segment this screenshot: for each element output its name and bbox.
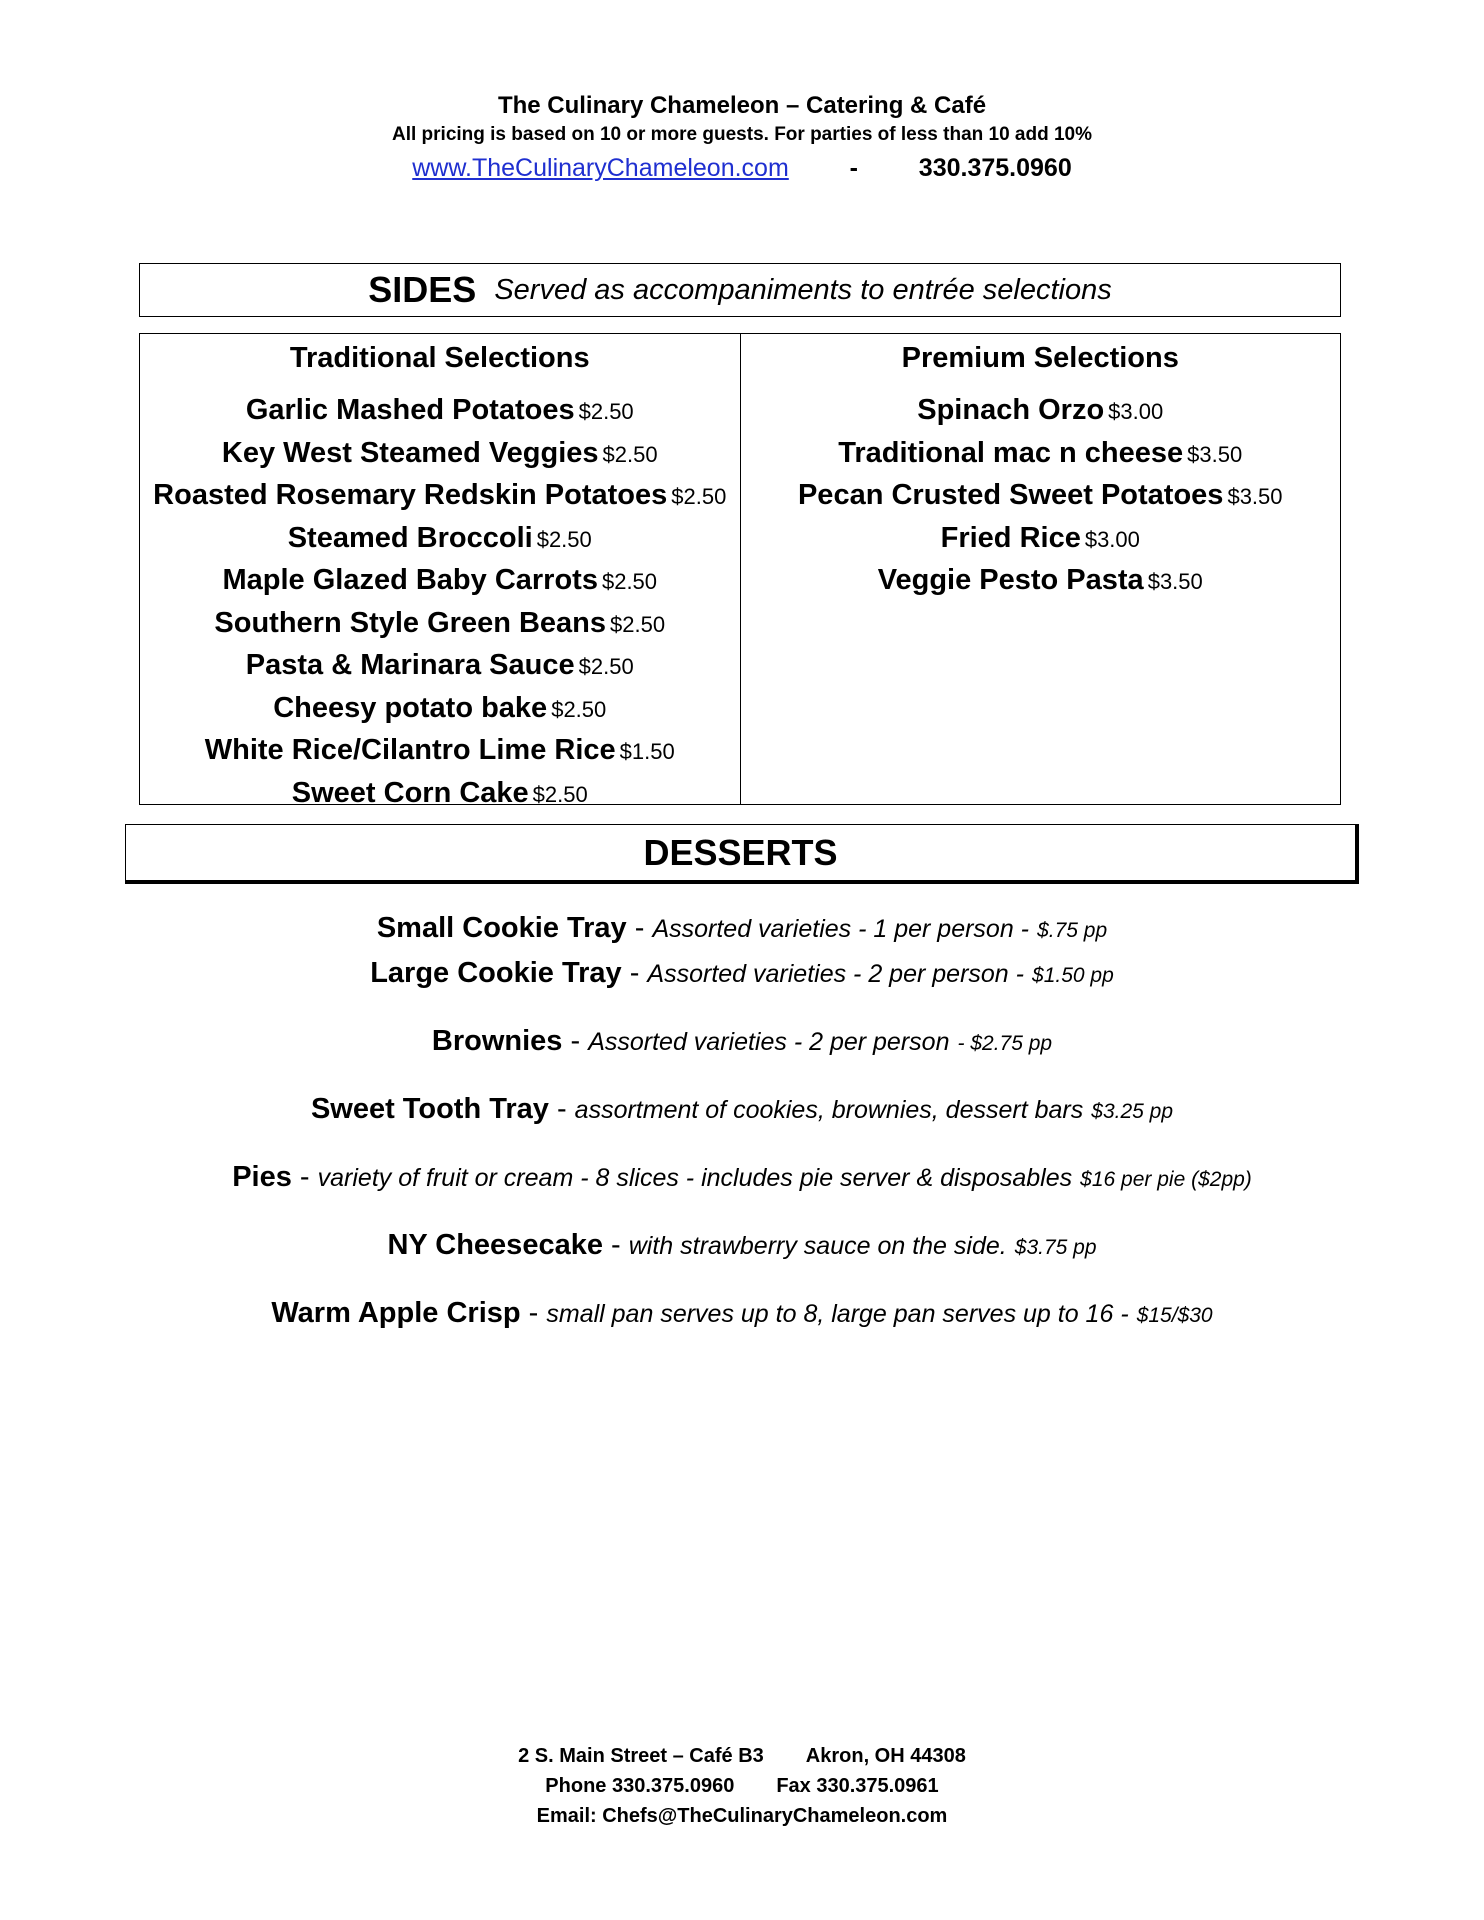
dessert-item: Warm Apple Crisp - small pan serves up to 8, large pan serves up to 16 - $15/$30 <box>271 1297 1213 1329</box>
traditional-column <box>140 334 741 809</box>
dessert-name: Small Cookie Tray <box>376 912 627 944</box>
side-item <box>741 433 1341 476</box>
side-price: $3.50 <box>1227 484 1283 509</box>
business-title: The Culinary Chameleon – Catering & Café <box>497 92 987 119</box>
dessert-price: $15/$30 <box>1136 1304 1213 1327</box>
dessert-name: Sweet Tooth Tray <box>310 1093 549 1125</box>
footer-fax: Fax 330.375.0961 <box>776 1775 939 1797</box>
dessert-desc: variety of fruit or cream - 8 slices - includes pie server & disposables <box>317 1164 1073 1192</box>
dessert-price: $1.50 pp <box>1032 964 1114 987</box>
sides-subtitle: Served as accompaniments to entrée selections <box>494 274 1112 306</box>
dessert-name: Large Cookie Tray <box>370 957 622 989</box>
side-name: Garlic Mashed Potatoes <box>245 394 575 426</box>
side-item <box>741 390 1341 433</box>
footer-phone-line <box>0 1771 1484 1801</box>
side-price: $2.50 <box>578 399 634 424</box>
side-name: Pasta & Marinara Sauce <box>245 649 575 681</box>
dessert-price: $.75 pp <box>1037 919 1108 942</box>
dessert-item: Small Cookie Tray - Assorted varieties - 1 per person - $.75 pp <box>376 912 1108 944</box>
contact-separator: - <box>849 154 858 182</box>
side-item <box>140 390 740 433</box>
header-phone: 330.375.0960 <box>918 154 1072 182</box>
dessert-name: Pies <box>232 1161 292 1193</box>
side-item <box>140 475 740 518</box>
footer-address: 2 S. Main Street – Café B3 <box>518 1745 764 1767</box>
dessert-price: $16 per pie ($2pp) <box>1080 1168 1252 1191</box>
side-price: $2.50 <box>578 654 634 679</box>
side-name: Traditional mac n cheese <box>838 436 1184 469</box>
premium-heading: Premium Selections <box>901 342 1179 374</box>
sides-banner <box>139 263 1341 317</box>
side-name: Sweet Corn Cake <box>291 776 529 809</box>
side-name: Roasted Rosemary Redskin Potatoes <box>153 479 668 511</box>
page-footer <box>0 1741 1484 1831</box>
footer-address-line <box>0 1741 1484 1771</box>
dessert-desc: Assorted varieties - 2 per person - <box>647 960 1024 988</box>
side-price: $1.50 <box>619 739 675 764</box>
sides-table <box>139 333 1341 809</box>
side-price: $3.00 <box>1084 526 1140 552</box>
desserts-list <box>0 907 1484 1337</box>
side-price: $2.50 <box>551 696 607 722</box>
side-item <box>741 518 1341 561</box>
sides-title: SIDES <box>368 269 477 310</box>
dessert-desc: Assorted varieties - 1 per person - <box>652 915 1030 943</box>
dessert-price: $3.25 pp <box>1091 1100 1174 1123</box>
side-price: $2.50 <box>610 611 666 637</box>
side-name: White Rice/Cilantro Lime Rice <box>204 734 616 766</box>
side-price: $2.50 <box>532 781 588 807</box>
desserts-banner: DESSERTS <box>125 824 1359 884</box>
page-header <box>0 90 1484 186</box>
side-price: $3.50 <box>1187 441 1243 467</box>
side-item <box>140 560 740 603</box>
side-item <box>140 433 740 476</box>
dessert-desc: small pan serves up to 8, large pan serves up to 16 - <box>546 1300 1129 1328</box>
dessert-name: Brownies <box>431 1025 563 1057</box>
side-item <box>140 773 740 816</box>
side-price: $2.50 <box>536 526 592 552</box>
side-item <box>140 518 740 561</box>
footer-email[interactable]: Email: Chefs@TheCulinaryChameleon.com <box>536 1805 948 1827</box>
side-name: Spinach Orzo <box>917 394 1105 426</box>
dessert-item: NY Cheesecake - with strawberry sauce on the side. $3.75 pp <box>387 1229 1097 1261</box>
dessert-price: - $2.75 pp <box>957 1032 1053 1055</box>
dessert-item: Sweet Tooth Tray - assortment of cookies, brownies, dessert bars $3.25 pp <box>310 1093 1174 1125</box>
dessert-item: Pies - variety of fruit or cream - 8 slices - includes pie server & disposables $16 per pie ($2pp) <box>232 1161 1252 1193</box>
side-price: $2.50 <box>671 484 727 509</box>
side-name: Veggie Pesto Pasta <box>877 564 1144 596</box>
side-item <box>140 688 740 731</box>
pricing-note: All pricing is based on 10 or more guests. For parties of less than 10 add 10% <box>391 124 1093 145</box>
side-name: Pecan Crusted Sweet Potatoes <box>797 479 1224 511</box>
dessert-item: Brownies - Assorted varieties - 2 per person - $2.75 pp <box>431 1025 1053 1057</box>
website-link[interactable]: www.TheCulinaryChameleon.com <box>412 154 789 182</box>
footer-city: Akron, OH 44308 <box>805 1745 966 1767</box>
dessert-desc: assortment of cookies, brownies, dessert bars <box>574 1096 1084 1124</box>
dessert-desc: with strawberry sauce on the side. <box>628 1232 1007 1260</box>
traditional-heading: Traditional Selections <box>289 342 590 374</box>
dessert-price: $3.75 pp <box>1014 1236 1097 1259</box>
dessert-item: Large Cookie Tray - Assorted varieties - 2 per person - $1.50 pp <box>370 957 1114 989</box>
side-item <box>741 560 1341 603</box>
dessert-name: Warm Apple Crisp <box>271 1297 521 1329</box>
dessert-name: NY Cheesecake <box>387 1229 603 1261</box>
side-item <box>140 603 740 646</box>
side-price: $2.50 <box>601 569 658 594</box>
side-item <box>741 475 1341 518</box>
header-contact <box>0 150 1484 186</box>
footer-phone: Phone 330.375.0960 <box>545 1775 735 1797</box>
side-name: Southern Style Green Beans <box>214 606 607 639</box>
side-name: Cheesy potato bake <box>273 691 548 724</box>
side-name: Key West Steamed Veggies <box>221 436 599 469</box>
dessert-desc: Assorted varieties - 2 per person <box>588 1028 950 1056</box>
side-price: $3.00 <box>1108 399 1164 424</box>
side-name: Steamed Broccoli <box>287 521 533 554</box>
side-price: $2.50 <box>602 441 658 467</box>
side-name: Maple Glazed Baby Carrots <box>222 564 598 596</box>
side-item <box>140 645 740 688</box>
side-price: $3.50 <box>1147 569 1203 594</box>
premium-column <box>741 334 1341 804</box>
side-name: Fried Rice <box>940 521 1081 554</box>
side-item <box>140 730 740 773</box>
